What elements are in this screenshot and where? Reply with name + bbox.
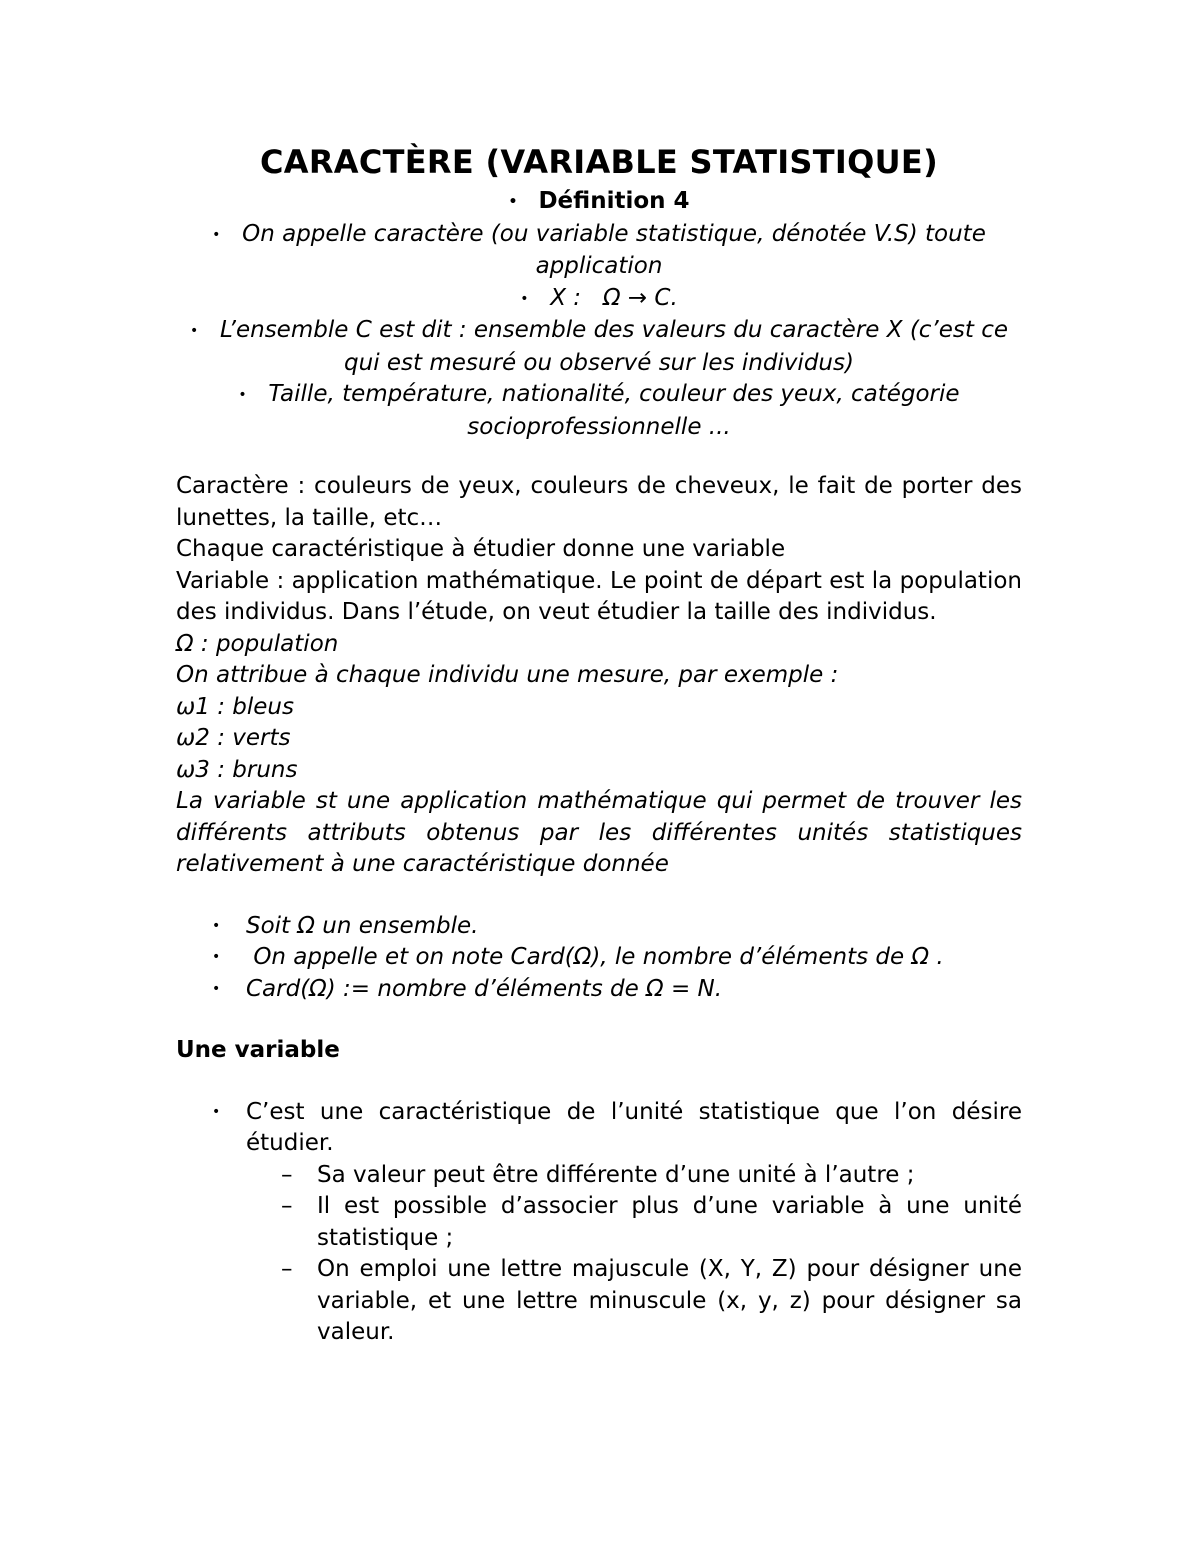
bullet-icon: • — [189, 323, 199, 339]
caractere-paragraph: Caractère : couleurs de yeux, couleurs de cheveux, le fait de porter des lunettes, la taille, etc… — [176, 473, 1022, 531]
definition-label: • Définition 4 — [176, 186, 1022, 219]
list-item: • C’est une caractéristique de l’unité statistique que l’on désire étudier. — [212, 1098, 1022, 1156]
bullet-icon: • — [508, 194, 518, 210]
example-item: ω1 : bleus — [176, 693, 294, 720]
bullet-icon: • — [212, 1103, 221, 1120]
bullet-icon: • — [212, 980, 221, 997]
dash-item: – On emploi une lettre majuscule (X, Y, Z) pour désigner une variable, et une lettre minuscule (x, y, z) pour désigner sa valeur. — [281, 1256, 1022, 1345]
example-item: ω2 : verts — [176, 725, 291, 751]
document-page — [176, 140, 1022, 1349]
example-item: ω3 : bruns — [176, 756, 298, 783]
bullet-icon: • — [238, 387, 247, 403]
list-item: • Card(Ω) := nombre d’éléments de Ω = N. — [176, 974, 1022, 1006]
une-variable-list — [176, 1097, 1022, 1160]
attribue-line: On attribue à chaque individu une mesure, par exemple : — [176, 662, 839, 688]
variable-paragraph: Variable : application mathématique. Le point de départ est la population des individus. Dans l’étude, on veut étudier la taille des individus. — [176, 567, 1022, 625]
set-bullet-list — [176, 911, 1022, 1006]
list-item: • On appelle et on note Card(Ω), le nombre d’éléments de Ω . — [176, 942, 1022, 974]
dash-item: – Il est possible d’associer plus d’une variable à une unité statistique ; — [281, 1193, 1022, 1251]
definition-bullet: • X : Ω → C. — [176, 283, 1022, 316]
bullet-icon: • — [520, 290, 529, 307]
bullet-icon: • — [212, 226, 221, 243]
definition-bullet: • Taille, température, nationalité, couleur des yeux, catégorie socioprofessionnelle ... — [238, 381, 960, 440]
dash-item: – Sa valeur peut être différente d’une unité à l’autre ; — [176, 1160, 1022, 1192]
dash-icon: – — [281, 1193, 293, 1219]
section-heading: Une variable — [176, 1037, 340, 1063]
bullet-icon: • — [212, 917, 221, 934]
bullet-icon: • — [212, 949, 221, 965]
dash-icon: – — [281, 1256, 293, 1282]
chaque-paragraph: Chaque caractéristique à étudier donne une variable — [176, 536, 786, 562]
page-title: CARACTÈRE (VARIABLE STATISTIQUE) — [259, 143, 938, 181]
variable-definition-paragraph: La variable st une application mathématique qui permet de trouver les différents attributs obtenus par les différentes unités statistiques relativement à une caractéristique donnée — [176, 788, 1022, 877]
dash-list — [176, 1160, 1022, 1349]
omega-population-line: Ω : population — [176, 630, 339, 657]
definition-bullet: • L’ensemble C est dit : ensemble des valeurs du caractère X (c’est ce qui est mesuré ou observé sur les individus) — [189, 317, 1009, 376]
list-item: • Soit Ω un ensemble. — [176, 911, 1022, 943]
dash-icon: – — [281, 1161, 293, 1188]
definition-bullet: • On appelle caractère (ou variable statistique, dénotée V.S) toute application — [212, 220, 986, 279]
